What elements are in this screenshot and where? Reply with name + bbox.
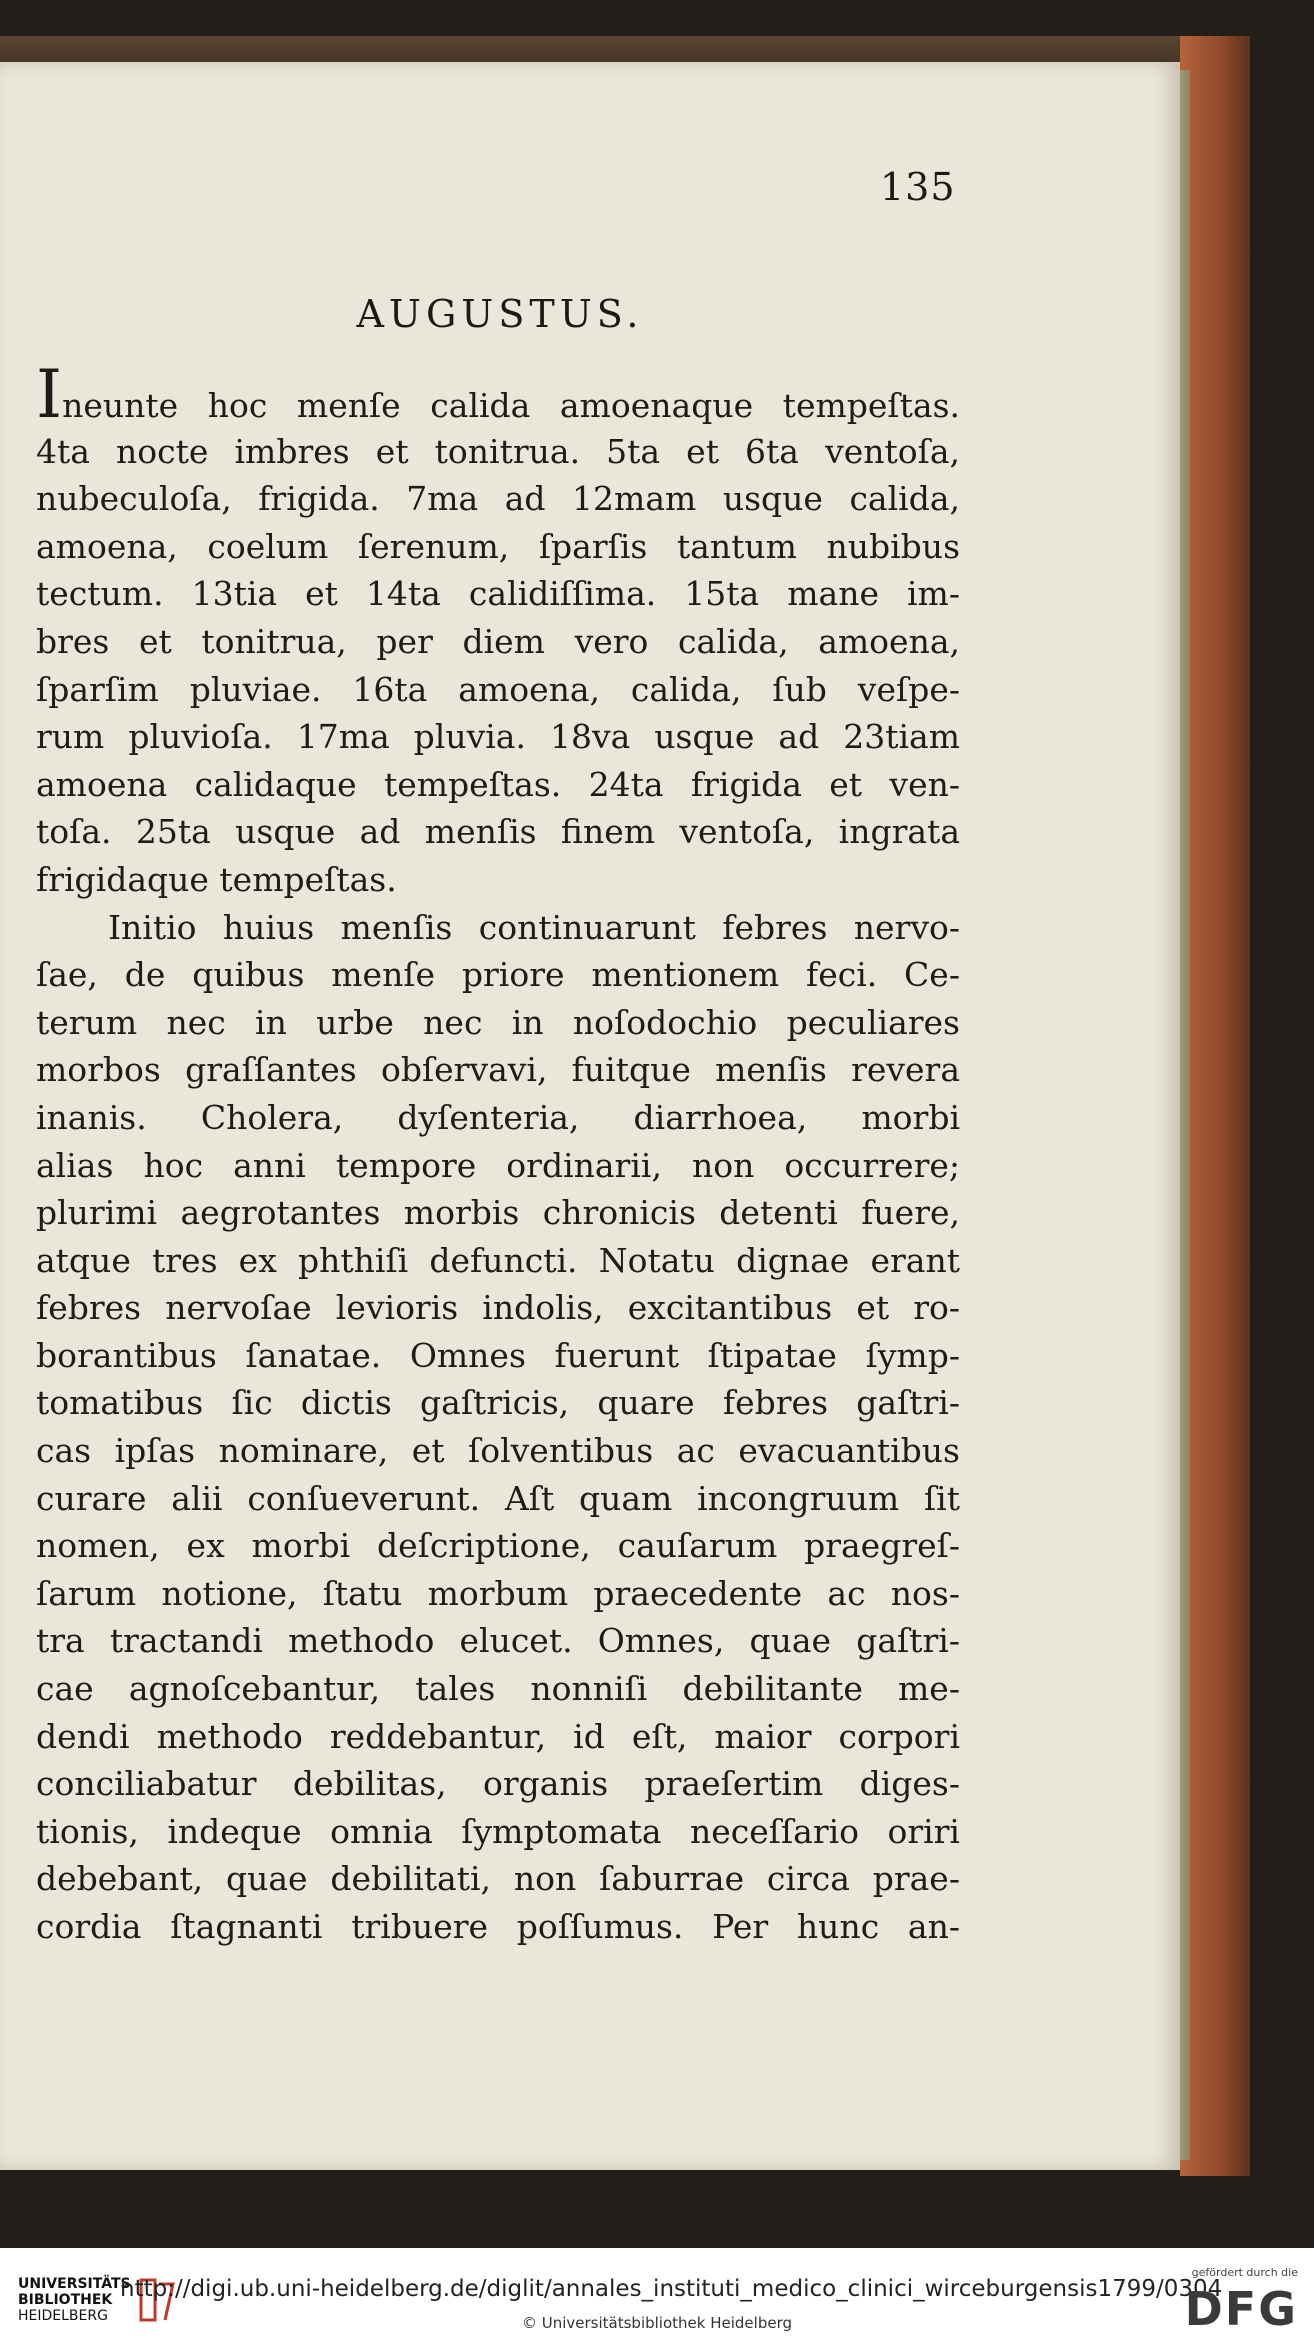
text-line: nubeculoſa, frigida. 7ma ad 12mam usque calida,: [36, 479, 960, 519]
text-line: toſa. 25ta usque ad menſis finem ventoſa, ingrata: [36, 812, 960, 852]
text-line: febres nervoſae levioris indolis, excitantibus et ro-: [36, 1288, 960, 1328]
text-line: tionis, indeque omnia ſymptomata neceſſario oriri: [36, 1811, 960, 1851]
text-line: tra tractandi methodo elucet. Omnes, quae gaſtri-: [36, 1621, 960, 1661]
text-line: conciliabatur debilitas, organis praeſertim diges-: [36, 1764, 960, 1804]
text-line: frigidaque tempeſtas.: [36, 859, 397, 899]
text-line: tectum. 13tia et 14ta calidiſſima. 15ta mane im-: [36, 574, 960, 614]
text-line: 4ta nocte imbres et tonitrua. 5ta et 6ta ventoſa,: [36, 431, 960, 471]
text-line: inanis. Cholera, dyſenteria, diarrhoea, morbi: [36, 1097, 960, 1137]
logo-line-3: HEIDELBERG: [18, 2308, 108, 2324]
footer-bar: [0, 2248, 1314, 2344]
drop-cap: I: [36, 356, 63, 433]
text-line: cas ipſas nominare, et ſolventibus ac evacuantibus: [36, 1431, 960, 1471]
text-line: ſparſim pluviae. 16ta amoena, calida, ſub veſpe-: [36, 669, 960, 709]
text-line: terum nec in urbe nec in noſodochio peculiares: [36, 1002, 960, 1042]
permalink-url[interactable]: http://digi.ub.uni-heidelberg.de/diglit/annales_instituti_medico_clinici_wirceburgensis1799/0304: [120, 2276, 1223, 2302]
text-line: amoena calidaque tempeſtas. 24ta frigida et ven-: [36, 764, 960, 804]
text-line: tomatibus ſic dictis gaſtricis, quare febres gaſtri-: [36, 1383, 960, 1423]
text-line: [36, 356, 960, 433]
text-line: atque tres ex phthiſi defuncti. Notatu dignae erant: [36, 1240, 960, 1280]
book-cover-right: [1180, 36, 1250, 2176]
text-line: ſae, de quibus menſe priore mentionem feci. Ce-: [36, 955, 960, 995]
text-line: bres et tonitrua, per diem vero calida, amoena,: [36, 621, 960, 661]
running-head: AUGUSTUS.: [356, 292, 644, 336]
text-line: ſarum notione, ſtatu morbum praecedente ac nos-: [36, 1573, 960, 1613]
body-text: [36, 356, 960, 1951]
text-line: dendi methodo reddebantur, id eſt, maior corpori: [36, 1716, 960, 1756]
text-line: rum pluvioſa. 17ma pluvia. 18va usque ad 23tiam: [36, 717, 960, 757]
logo-line-2: BIBLIOTHEK: [18, 2292, 113, 2308]
text-line: Initio huius menſis continuarunt febres nervo-: [108, 907, 960, 947]
dfg-logo: DFG: [1184, 2282, 1298, 2336]
logo-line-1: UNIVERSITÄTS: [18, 2276, 131, 2292]
text-line: debebant, quae debilitati, non ſaburrae circa prae-: [36, 1859, 960, 1899]
text-line: curare alii conſueverunt. Aſt quam incongruum ſit: [36, 1478, 960, 1518]
copyright-notice: © Universitätsbibliothek Heidelberg: [521, 2314, 792, 2332]
text-line: plurimi aegrotantes morbis chronicis detenti fuere,: [36, 1193, 960, 1233]
text-line-content: neunte hoc menſe calida amoenaque tempeſtas.: [62, 386, 960, 425]
text-line: morbos graſſantes obſervavi, fuitque menſis revera: [36, 1050, 960, 1090]
text-line: cordia ſtagnanti tribuere poſſumus. Per hunc an-: [36, 1907, 960, 1946]
dfg-funding-note: gefördert durch die: [1191, 2266, 1298, 2279]
text-line: amoena, coelum ſerenum, ſparſis tantum nubibus: [36, 526, 960, 566]
text-line: nomen, ex morbi deſcriptione, cauſarum praegreſ-: [36, 1526, 960, 1566]
text-line: borantibus ſanatae. Omnes fuerunt ſtipatae ſymp-: [36, 1335, 960, 1375]
text-line: cae agnoſcebantur, tales nonniſi debilitante me-: [36, 1669, 960, 1709]
text-line: alias hoc anni tempore ordinarii, non occurrere;: [36, 1145, 960, 1185]
page-number: 135: [880, 165, 956, 209]
